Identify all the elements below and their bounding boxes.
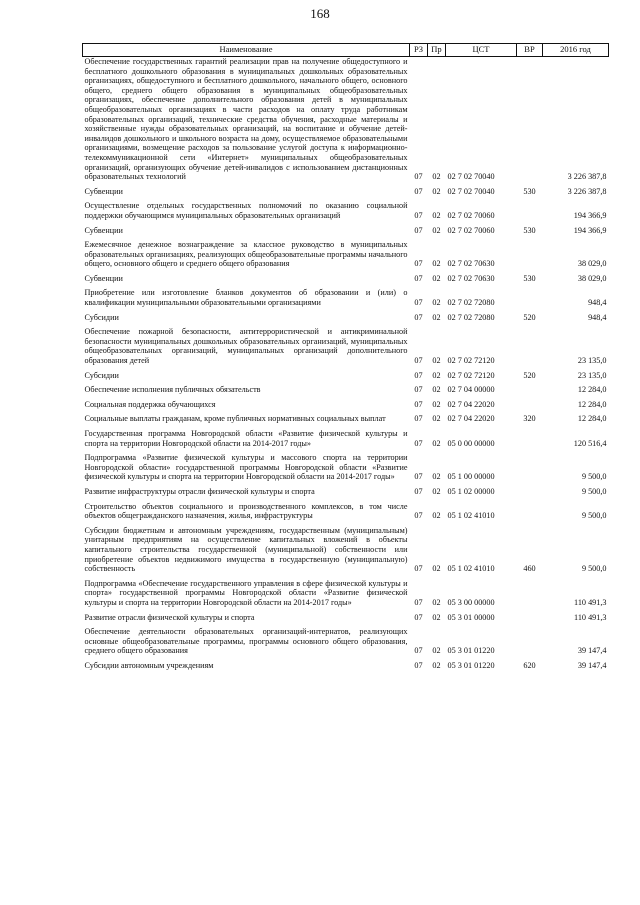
cell-cst: 05 3 00 00000	[447, 597, 495, 607]
cell-vr	[517, 579, 543, 608]
table-row	[83, 502, 609, 521]
header-year: 2016 год	[543, 44, 609, 57]
cell-name: Обеспечение пожарной безопасности, антитеррористической и антикриминальной безопасности муниципальных дошкольных образовательных организаций, муниципальных общеобразовательных организаций, муниципальных организаций дополнительного образования детей	[84, 327, 408, 366]
cell-vr: 530	[523, 225, 536, 235]
cell-pr: 02	[432, 472, 441, 482]
cell-sum: 948,4	[588, 298, 607, 308]
cell-sum: 3 226 387,8	[567, 172, 607, 182]
cell-rz: 07	[414, 472, 423, 482]
cell-vr: 460	[523, 564, 536, 574]
cell-pr: 02	[432, 414, 441, 424]
table-row	[83, 579, 609, 608]
cell-rz: 07	[414, 259, 423, 269]
cell-cst: 02 7 04 22020	[447, 414, 495, 424]
cell-cst: 05 1 02 41010	[447, 511, 495, 521]
cell-cst: 02 7 02 70060	[447, 210, 495, 220]
cell-sum: 23 135,0	[577, 370, 607, 380]
cell-pr: 02	[432, 612, 441, 622]
cell-vr: 520	[523, 312, 536, 322]
cell-pr: 02	[432, 298, 441, 308]
cell-name: Подпрограмма «Развитие физической культуры и массового спорта на территории Новгородской области» государственной программы Новгородской области «Развитие физической культуры и спорта на территории Новгородской области на 2014-2017 годы»	[84, 453, 408, 482]
cell-pr: 02	[432, 356, 441, 366]
cell-cst: 05 3 01 00000	[447, 612, 495, 622]
cell-name: Строительство объектов социального и производственного комплексов, в том числе объектов общегражданского назначения, жилья, инфраструктуры	[84, 501, 408, 521]
cell-rz: 07	[414, 298, 423, 308]
table-row	[83, 613, 609, 623]
cell-rz: 07	[414, 385, 423, 395]
header-vr: ВР	[517, 44, 543, 57]
table-row	[83, 313, 609, 323]
cell-name: Развитие инфраструктуры отрасли физической культуры и спорта	[84, 486, 315, 496]
cell-cst: 02 7 02 70060	[447, 225, 495, 235]
cell-name: Подпрограмма «Обеспечение государственного управления в сфере физической культуры и спорта» государственной программы Новгородской области «Развитие физической культуры и спорта на территории Новгородской области на 2014-2017 годы»	[84, 578, 408, 607]
cell-rz: 07	[414, 660, 423, 670]
cell-cst: 05 3 01 01220	[447, 646, 495, 656]
cell-sum: 39 147,4	[577, 646, 607, 656]
cell-name: Субвенции	[84, 273, 123, 283]
cell-name: Субсидии бюджетным и автономным учреждениям, государственным (муниципальным) унитарным предприятиям на осуществление капитальных вложений в объекты капитального строительства государственной (муниципальной) собственности или приобретение объектов недвижимого имущества в государственную (муниципальную) собственность	[84, 525, 408, 574]
table-row	[83, 627, 609, 656]
cell-name: Субсидии автономным учреждениям	[84, 660, 214, 670]
cell-sum: 39 147,4	[577, 660, 607, 670]
cell-pr: 02	[432, 646, 441, 656]
cell-vr	[517, 240, 543, 269]
cell-sum: 194 366,9	[573, 210, 607, 220]
table-row	[83, 414, 609, 424]
cell-sum: 9 500,0	[581, 564, 607, 574]
cell-pr: 02	[432, 597, 441, 607]
cell-vr	[517, 453, 543, 482]
cell-cst: 02 7 02 70040	[447, 186, 495, 196]
cell-vr: 620	[523, 660, 536, 670]
cell-rz: 07	[414, 399, 423, 409]
cell-sum: 9 500,0	[581, 511, 607, 521]
cell-rz: 07	[414, 612, 423, 622]
table-row	[83, 327, 609, 365]
cell-rz: 07	[414, 646, 423, 656]
cell-vr	[517, 429, 543, 448]
cell-vr	[517, 627, 543, 656]
cell-vr	[517, 487, 543, 497]
cell-name: Субвенции	[84, 225, 123, 235]
cell-pr: 02	[432, 486, 441, 496]
cell-rz: 07	[414, 486, 423, 496]
cell-cst: 02 7 02 70040	[447, 172, 495, 182]
cell-vr	[517, 57, 543, 182]
cell-vr	[517, 613, 543, 623]
table-row	[83, 429, 609, 448]
cell-vr: 320	[523, 414, 536, 424]
cell-cst: 05 0 00 00000	[447, 438, 495, 448]
cell-rz: 07	[414, 273, 423, 283]
cell-sum: 120 516,4	[573, 438, 607, 448]
cell-sum: 12 284,0	[577, 399, 607, 409]
cell-rz: 07	[414, 210, 423, 220]
cell-rz: 07	[414, 312, 423, 322]
cell-sum: 38 029,0	[577, 259, 607, 269]
cell-cst: 02 7 02 72120	[447, 356, 495, 366]
cell-vr	[517, 288, 543, 307]
cell-cst: 02 7 02 70630	[447, 273, 495, 283]
cell-sum: 23 135,0	[577, 356, 607, 366]
cell-cst: 05 3 01 01220	[447, 660, 495, 670]
cell-sum: 110 491,3	[574, 612, 607, 622]
cell-rz: 07	[414, 356, 423, 366]
cell-rz: 07	[414, 186, 423, 196]
cell-pr: 02	[432, 259, 441, 269]
cell-cst: 05 1 02 41010	[447, 564, 495, 574]
cell-rz: 07	[414, 172, 423, 182]
cell-vr	[517, 385, 543, 395]
cell-sum: 948,4	[588, 312, 607, 322]
table-row	[83, 274, 609, 284]
cell-name: Осуществление отдельных государственных полномочий по оказанию социальной поддержки обучающимся муниципальных образовательных организаций	[84, 201, 408, 220]
cell-pr: 02	[432, 172, 441, 182]
cell-vr	[517, 502, 543, 521]
cell-vr	[517, 400, 543, 410]
cell-sum: 110 491,3	[574, 597, 607, 607]
cell-vr	[517, 201, 543, 220]
cell-cst: 02 7 04 00000	[447, 385, 495, 395]
cell-rz: 07	[414, 597, 423, 607]
cell-sum: 194 366,9	[573, 225, 607, 235]
cell-pr: 02	[432, 511, 441, 521]
cell-name: Обеспечение государственных гарантий реализации прав на получение общедоступного и бесплатного дошкольного образования в муниципальных дошкольных образовательных организациях, общедоступного и бесплатного дошкольного, начального общего, основного общего, среднего общего образования в муниципальных общеобразовательных организациях, обеспечение дополнительного образования детей в муниципальных общеобразовательных организациях в части расходов на оплату труда работникам образовательных организаций, технические средства обучения, расходные материалы и хозяйственные нужды образовательных организаций, на воспитание и обучение детей-инвалидов дошкольного и школьного возраста на дому, осуществляемое образовательными организациями, возмещение расходов за пользование услугой доступа к информационно-телекоммуникационной сети «Интернет» муниципальных общеобразовательных организаций, организующих обучение детей-инвалидов с использованием дистанционных образовательных технологий	[84, 57, 408, 182]
header-cst: ЦСТ	[446, 44, 517, 57]
cell-rz: 07	[414, 438, 423, 448]
cell-cst: 02 7 02 72120	[447, 370, 495, 380]
page-number: 168	[310, 6, 330, 21]
cell-sum: 9 500,0	[581, 472, 607, 482]
header-pr: Пр	[428, 44, 446, 57]
table-header-row	[83, 44, 609, 57]
cell-pr: 02	[432, 210, 441, 220]
cell-pr: 02	[432, 385, 441, 395]
cell-pr: 02	[432, 273, 441, 283]
cell-pr: 02	[432, 370, 441, 380]
table-row	[83, 226, 609, 236]
table-row	[83, 385, 609, 395]
table-row	[83, 57, 609, 182]
cell-pr: 02	[432, 312, 441, 322]
cell-pr: 02	[432, 186, 441, 196]
cell-cst: 02 7 02 70630	[447, 259, 495, 269]
cell-sum: 12 284,0	[577, 414, 607, 424]
table-row	[83, 240, 609, 269]
cell-rz: 07	[414, 564, 423, 574]
cell-name: Развитие отрасли физической культуры и спорта	[84, 612, 255, 622]
cell-name: Субсидии	[84, 370, 119, 380]
table-row	[83, 453, 609, 482]
cell-name: Субвенции	[84, 186, 123, 196]
cell-cst: 02 7 02 72080	[447, 298, 495, 308]
table-row	[83, 187, 609, 197]
table-row	[83, 661, 609, 671]
header-rz: РЗ	[410, 44, 428, 57]
cell-sum: 12 284,0	[577, 385, 607, 395]
table-row	[83, 487, 609, 497]
cell-name: Социальные выплаты гражданам, кроме публичных нормативных социальных выплат	[84, 414, 386, 424]
cell-cst: 02 7 02 72080	[447, 312, 495, 322]
cell-pr: 02	[432, 660, 441, 670]
cell-vr: 530	[523, 273, 536, 283]
cell-pr: 02	[432, 225, 441, 235]
table-body	[83, 57, 609, 671]
table-row	[83, 526, 609, 574]
cell-name: Обеспечение деятельности образовательных организаций-интернатов, реализующих основные общеобразовательные программы, программы основного общего образования, среднего общего образования	[84, 627, 408, 656]
cell-name: Обеспечение исполнения публичных обязательств	[84, 385, 261, 395]
cell-pr: 02	[432, 399, 441, 409]
table-row	[83, 201, 609, 220]
table-row	[83, 288, 609, 307]
cell-name: Государственная программа Новгородской области «Развитие физической культуры и спорта на территории Новгородской области на 2014-2017 годы»	[84, 429, 408, 448]
cell-cst: 02 7 04 22020	[447, 399, 495, 409]
cell-name: Субсидии	[84, 312, 119, 322]
cell-rz: 07	[414, 370, 423, 380]
cell-rz: 07	[414, 225, 423, 235]
cell-cst: 05 1 02 00000	[447, 486, 495, 496]
header-name: Наименование	[83, 44, 410, 57]
cell-rz: 07	[414, 414, 423, 424]
table-row	[83, 371, 609, 381]
cell-pr: 02	[432, 564, 441, 574]
cell-vr: 520	[523, 370, 536, 380]
table-row	[83, 400, 609, 410]
cell-name: Социальная поддержка обучающихся	[84, 399, 216, 409]
cell-pr: 02	[432, 438, 441, 448]
budget-table	[82, 43, 609, 670]
cell-cst: 05 1 00 00000	[447, 472, 495, 482]
cell-name: Ежемесячное денежное вознаграждение за классное руководство в муниципальных образовательных организациях, реализующих общеобразовательные программы начального общего, основного общего и среднего общего образования	[84, 240, 408, 269]
cell-name: Приобретение или изготовление бланков документов об образовании и (или) о квалификации муниципальными образовательными организациями	[84, 288, 408, 308]
cell-vr: 530	[523, 186, 536, 196]
cell-sum: 3 226 387,8	[567, 186, 607, 196]
cell-sum: 38 029,0	[577, 273, 607, 283]
cell-sum: 9 500,0	[581, 486, 607, 496]
cell-vr	[517, 327, 543, 365]
cell-rz: 07	[414, 511, 423, 521]
